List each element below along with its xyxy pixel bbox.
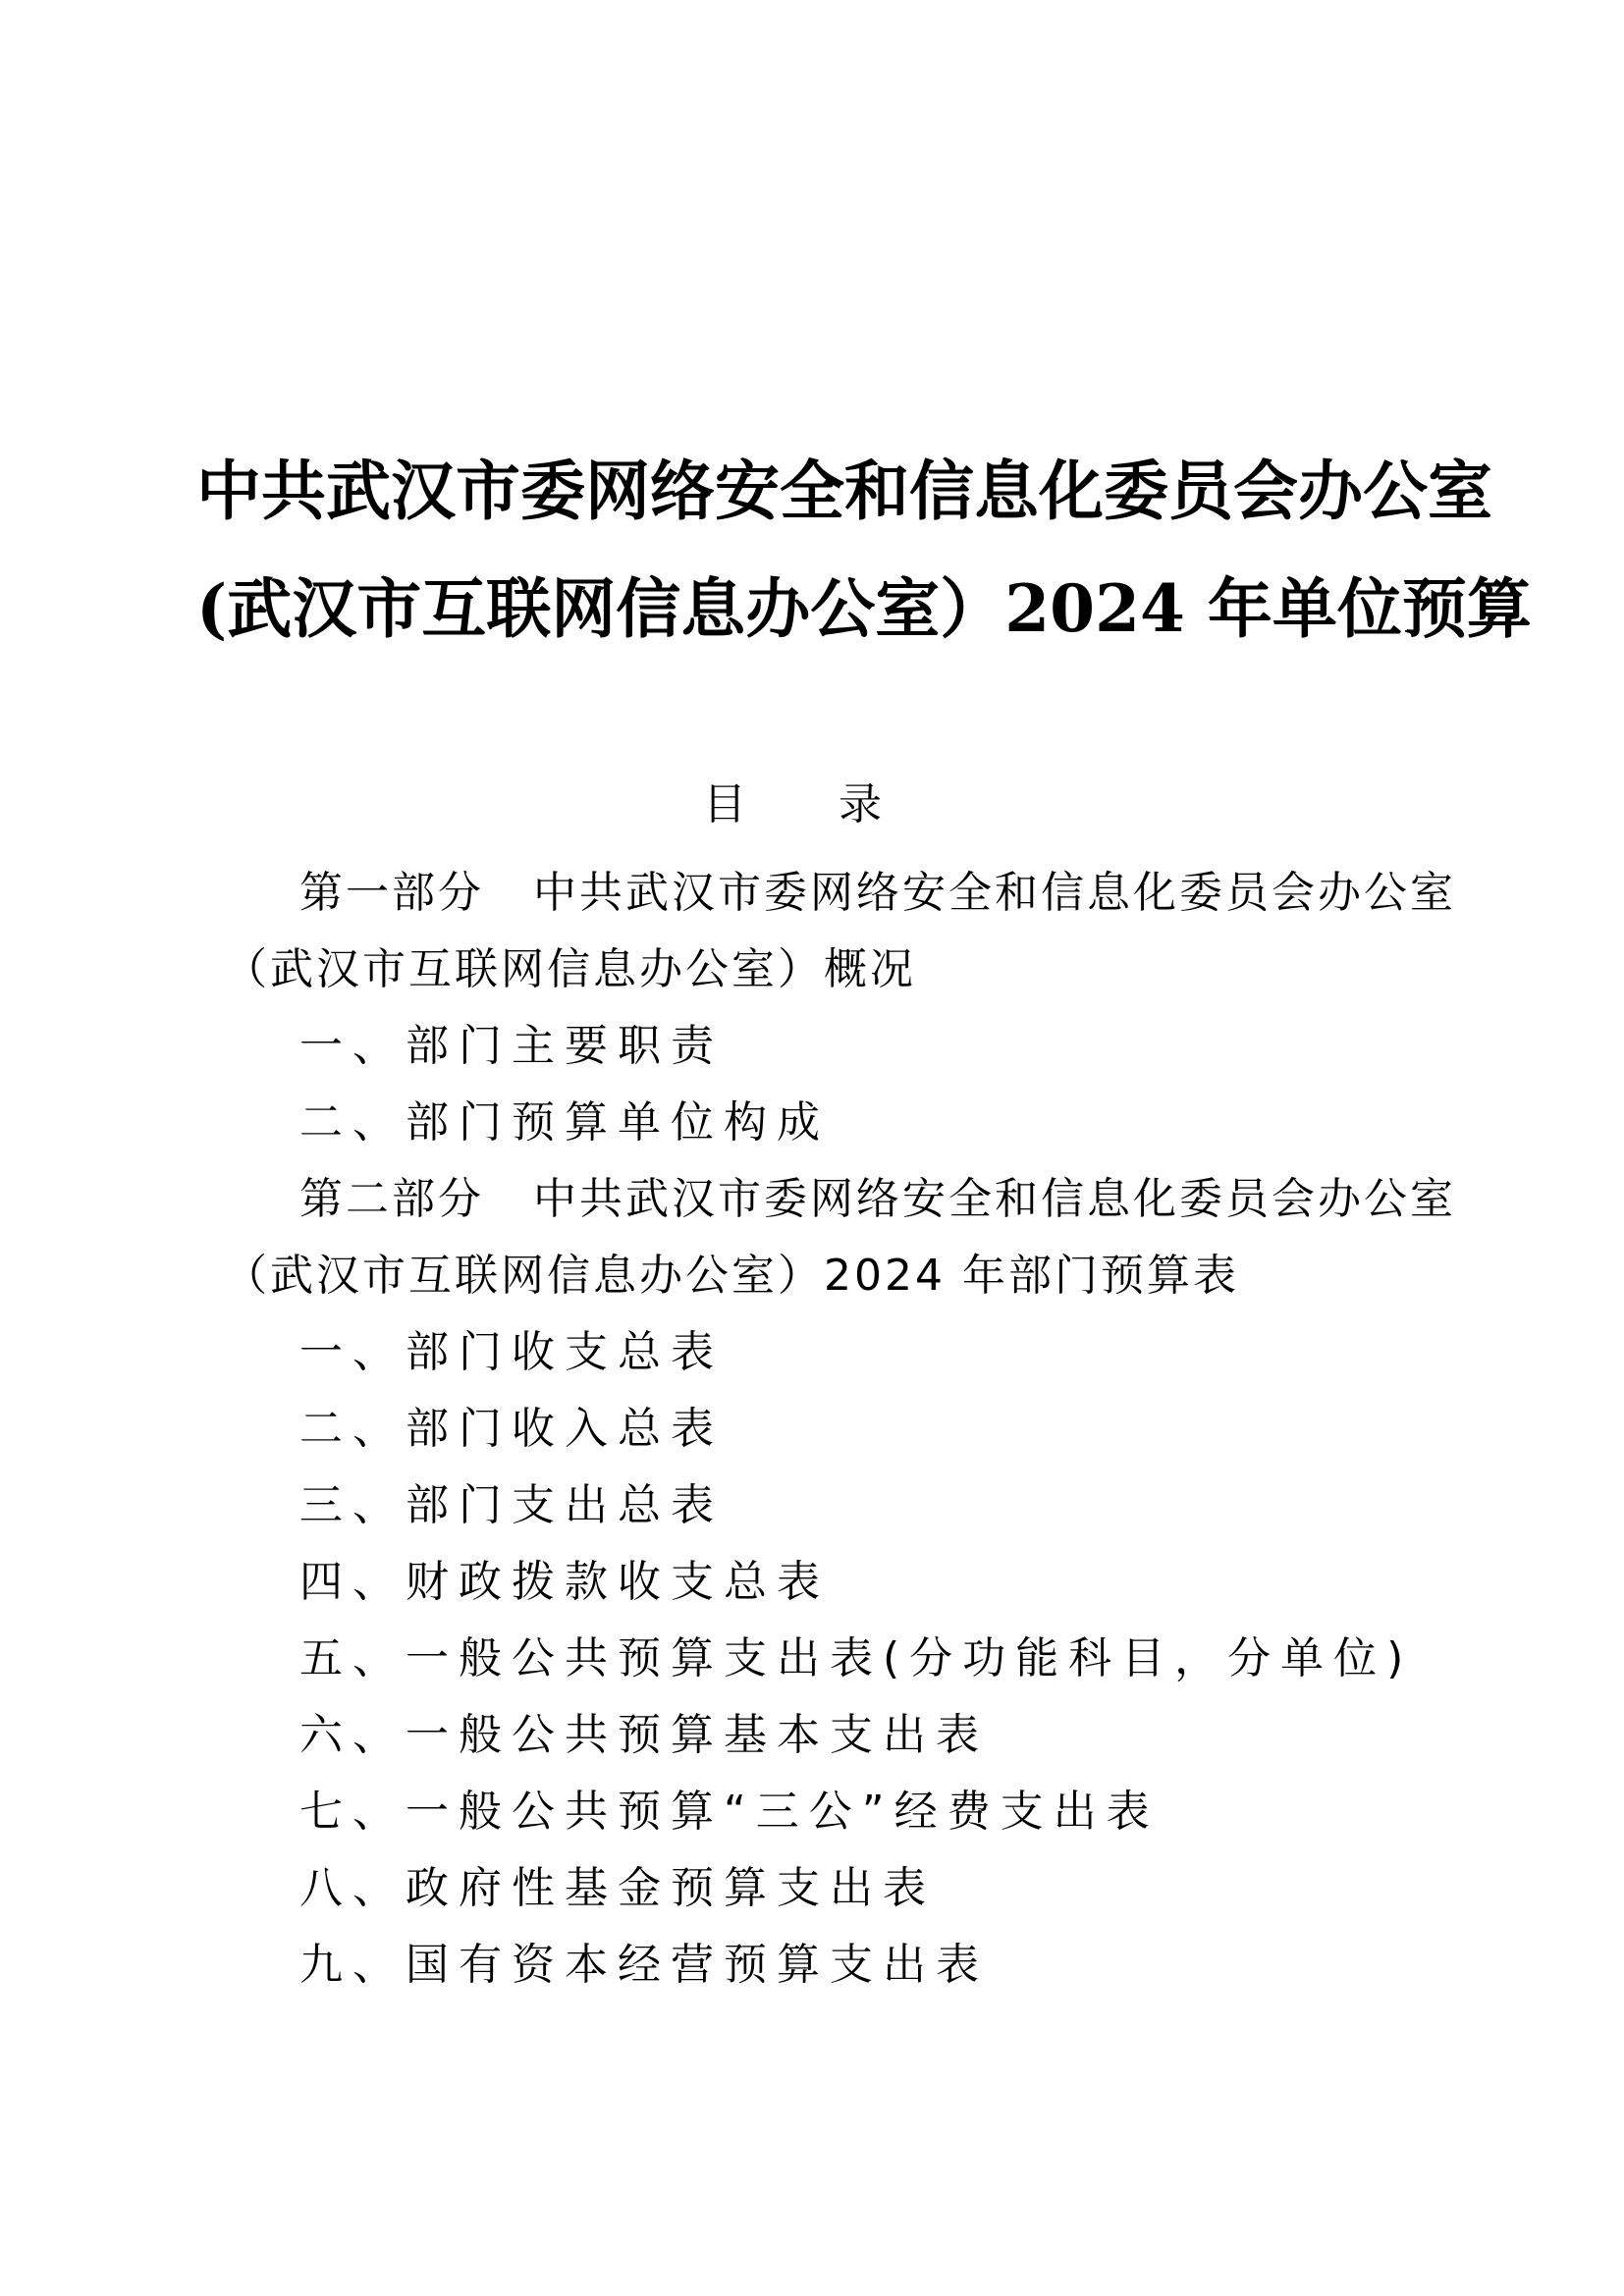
toc-part1-item-2: 二、部门预算单位构成 bbox=[299, 1097, 830, 1148]
toc-heading: 目 录 bbox=[703, 779, 921, 829]
toc-part1-label: 第一部分 bbox=[299, 868, 484, 918]
toc-part2-item-8: 八、政府性基金预算支出表 bbox=[299, 1863, 936, 1913]
toc-part2-item-7: 七、一般公共预算“三公”经费支出表 bbox=[299, 1787, 1160, 1837]
toc-part1-header bbox=[299, 864, 1456, 923]
toc-part1-item-1: 一、部门主要职责 bbox=[299, 1021, 724, 1071]
toc-part2-item-2: 二、部门收入总表 bbox=[299, 1404, 724, 1454]
toc-part2-item-4: 四、财政拨款收支总表 bbox=[299, 1557, 830, 1607]
toc-part2-item-6: 六、一般公共预算基本支出表 bbox=[299, 1710, 989, 1760]
toc-part1-title-line1: 中共武汉市委网络安全和信息化委员会办公室 bbox=[533, 868, 1456, 918]
toc-part2-header bbox=[299, 1170, 1456, 1229]
toc-part2-item-3: 三、部门支出总表 bbox=[299, 1480, 724, 1530]
toc-part1-title-line2: （武汉市互联网信息办公室）概况 bbox=[224, 944, 916, 994]
toc-part2-title-line1: 中共武汉市委网络安全和信息化委员会办公室 bbox=[533, 1174, 1456, 1224]
title-line-2: (武汉市互联网信息办公室）2024 年单位预算 bbox=[196, 570, 1532, 647]
toc-part2-item-9: 九、国有资本经营预算支出表 bbox=[299, 1940, 989, 1990]
toc-part2-item-1: 一、部门收支总表 bbox=[299, 1327, 724, 1377]
title-line-1: 中共武汉市委网络安全和信息化委员会办公室 bbox=[196, 453, 1492, 529]
toc-part2-title-line2: （武汉市互联网信息办公室）2024 年部门预算表 bbox=[224, 1251, 1239, 1301]
toc-part2-label: 第二部分 bbox=[299, 1174, 484, 1224]
toc-part2-item-5: 五、一般公共预算支出表(分功能科目，分单位) bbox=[299, 1633, 1414, 1683]
